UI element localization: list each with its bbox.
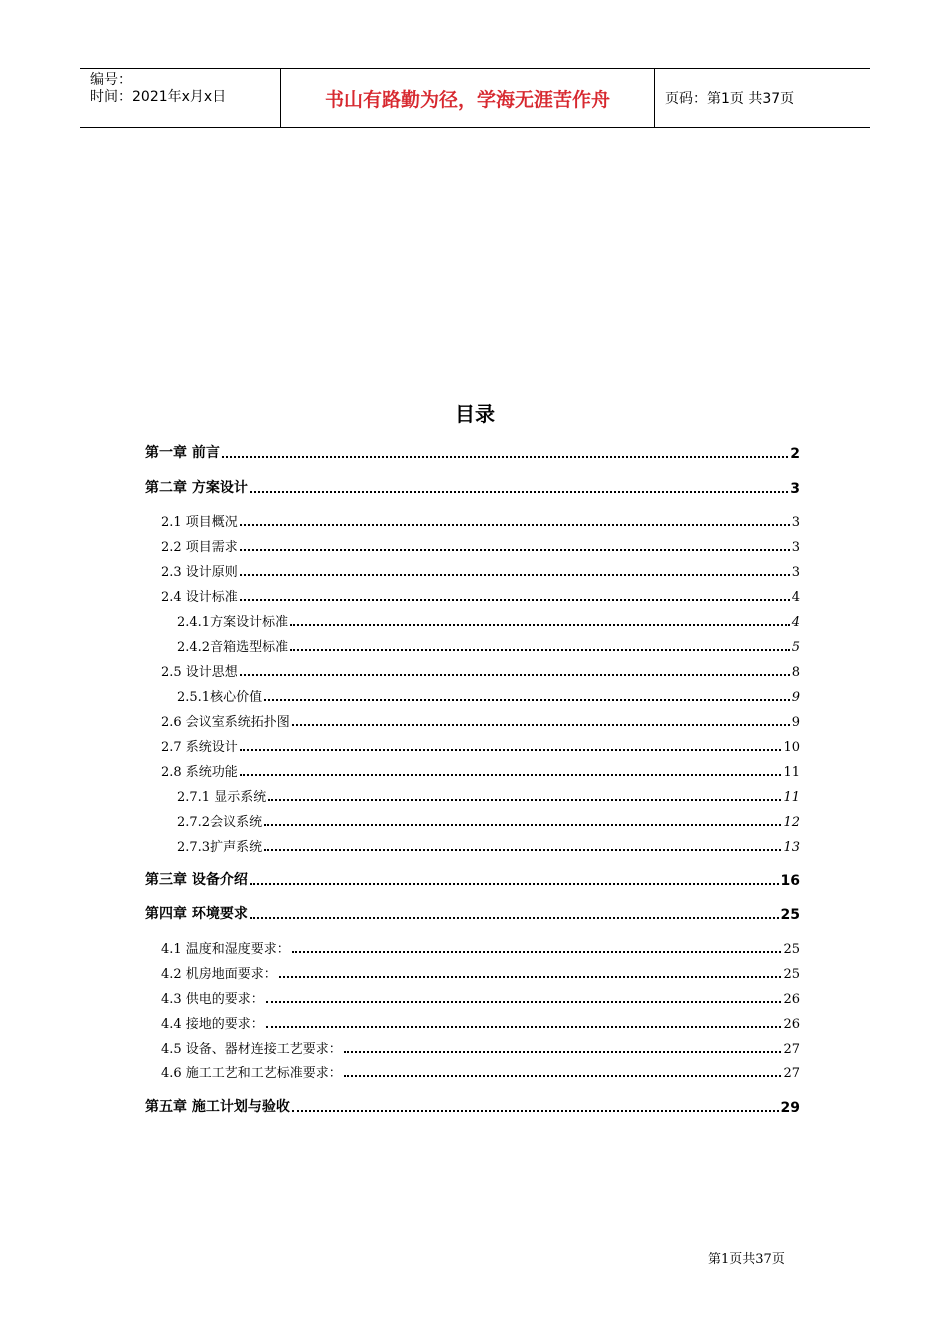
toc-entry-page: 16 <box>780 873 800 889</box>
toc-entry-page: 8 <box>791 665 800 680</box>
toc-entry-page: 11 <box>783 790 800 805</box>
toc-entry-page: 25 <box>783 942 800 957</box>
toc-leader-dots <box>344 1074 782 1077</box>
number-label: 编号： <box>90 72 132 88</box>
toc-entry[interactable] <box>161 658 800 680</box>
toc-entry-label: 2.1 项目概况 <box>161 515 238 530</box>
toc-leader-dots <box>292 723 790 726</box>
toc-entry-label: 2.8 系统功能 <box>161 765 238 780</box>
toc-entry[interactable] <box>177 633 800 655</box>
header-page-info: 页码：第1页 共37页 <box>665 91 795 107</box>
toc-entry-page: 3 <box>791 515 800 530</box>
toc-leader-dots <box>240 748 782 751</box>
toc-entry-page: 5 <box>791 640 800 655</box>
toc-entry-page: 3 <box>791 565 800 580</box>
toc-entry-page: 25 <box>783 967 800 982</box>
toc-entry-label: 第三章 设备介绍 <box>145 872 248 888</box>
toc-entry[interactable] <box>177 808 800 830</box>
toc-entry-label: 4.6 施工工艺和工艺标准要求： <box>161 1066 342 1081</box>
toc-entry-label: 2.6 会议室系统拓扑图 <box>161 715 290 730</box>
toc-entry-label: 2.4 设计标准 <box>161 590 238 605</box>
toc-entry[interactable] <box>145 1094 800 1116</box>
toc-entry[interactable] <box>177 683 800 705</box>
toc-entry[interactable] <box>161 758 800 780</box>
toc-entry-label: 4.3 供电的要求： <box>161 992 264 1007</box>
toc-leader-dots <box>266 1025 782 1028</box>
toc-leader-dots <box>266 1000 782 1003</box>
toc-entry[interactable] <box>161 935 800 957</box>
time-label: 时间：2021年x月x日 <box>90 89 227 105</box>
toc-entry-label: 2.2 项目需求 <box>161 540 238 555</box>
toc-title: 目录 <box>455 402 495 426</box>
toc-entry-page: 10 <box>783 740 800 755</box>
toc-entry[interactable] <box>177 833 800 855</box>
toc-entry-label: 4.4 接地的要求： <box>161 1017 264 1032</box>
page-header <box>80 68 870 128</box>
toc-leader-dots <box>264 823 781 826</box>
toc-leader-dots <box>240 673 790 676</box>
toc-leader-dots <box>240 573 790 576</box>
toc-entry-page: 4 <box>791 590 800 605</box>
toc-leader-dots <box>268 798 781 801</box>
toc-leader-dots <box>240 523 790 526</box>
page-footer: 第1页共37页 <box>708 1252 785 1267</box>
toc-leader-dots <box>264 848 781 851</box>
toc-leader-dots <box>250 916 779 919</box>
toc-entry[interactable] <box>161 1010 800 1032</box>
toc-entry-label: 第一章 前言 <box>145 445 220 461</box>
toc-entry-page: 9 <box>791 690 800 705</box>
toc-leader-dots <box>292 1109 779 1112</box>
toc-entry-page: 25 <box>780 907 800 923</box>
toc-entry-label: 2.3 设计原则 <box>161 565 238 580</box>
toc-entry-page: 3 <box>791 540 800 555</box>
toc-leader-dots <box>264 698 790 701</box>
toc-entry[interactable] <box>161 1035 800 1057</box>
toc-entry[interactable] <box>145 867 800 889</box>
toc-leader-dots <box>222 455 788 458</box>
toc-entry[interactable] <box>177 608 800 630</box>
toc-leader-dots <box>279 975 782 978</box>
toc-entry-label: 第二章 方案设计 <box>145 480 248 496</box>
toc-leader-dots <box>250 490 788 493</box>
toc-leader-dots <box>240 548 790 551</box>
header-meta <box>80 69 281 127</box>
toc-entry-label: 第五章 施工计划与验收 <box>145 1099 290 1115</box>
toc-entry[interactable] <box>161 708 800 730</box>
toc-entry-label: 2.5 设计思想 <box>161 665 238 680</box>
toc-entry-page: 26 <box>783 1017 800 1032</box>
toc-entry-page: 29 <box>780 1100 800 1116</box>
toc-entry-label: 4.1 温度和湿度要求： <box>161 942 290 957</box>
toc-entry-label: 4.5 设备、器材连接工艺要求： <box>161 1042 342 1057</box>
toc-entry-label: 第四章 环境要求 <box>145 906 248 922</box>
toc-entry-page: 27 <box>783 1066 800 1081</box>
toc-entry-label: 2.5.1核心价值 <box>177 690 263 705</box>
toc-entry[interactable] <box>145 901 800 923</box>
header-motto: 书山有路勤为径，学海无涯苦作舟 <box>281 69 655 127</box>
toc-entry[interactable] <box>161 960 800 982</box>
toc-entry[interactable] <box>177 783 800 805</box>
toc-entry[interactable] <box>161 583 800 605</box>
toc-entry[interactable] <box>161 508 800 530</box>
toc-entry[interactable] <box>145 475 800 497</box>
toc-entry-label: 4.2 机房地面要求： <box>161 967 277 982</box>
toc-entry-page: 13 <box>783 840 800 855</box>
toc-entry[interactable] <box>161 558 800 580</box>
toc-entry-page: 9 <box>791 715 800 730</box>
toc-leader-dots <box>240 598 790 601</box>
toc-entry[interactable] <box>145 440 800 462</box>
toc-entry-label: 2.7 系统设计 <box>161 740 238 755</box>
toc-leader-dots <box>292 950 782 953</box>
toc-leader-dots <box>344 1050 782 1053</box>
toc-leader-dots <box>250 882 779 885</box>
toc-entry-page: 11 <box>783 765 800 780</box>
toc-entry-page: 3 <box>790 481 800 497</box>
toc-entry[interactable] <box>161 985 800 1007</box>
toc-leader-dots <box>290 623 790 626</box>
toc-entry-page: 27 <box>783 1042 800 1057</box>
toc-entry-label: 2.7.1 显示系统 <box>177 790 267 805</box>
toc-entry[interactable] <box>161 733 800 755</box>
toc-entry-label: 2.7.3扩声系统 <box>177 840 263 855</box>
toc-leader-dots <box>240 773 782 776</box>
toc-entry-page: 12 <box>783 815 800 830</box>
toc-leader-dots <box>290 648 790 651</box>
toc-entry-label: 2.4.1方案设计标准 <box>177 615 289 630</box>
toc-entry[interactable] <box>161 533 800 555</box>
toc-entry-page: 4 <box>791 615 800 630</box>
toc-entry[interactable] <box>161 1059 800 1081</box>
toc-entry-label: 2.7.2会议系统 <box>177 815 263 830</box>
toc-entry-label: 2.4.2音箱选型标准 <box>177 640 289 655</box>
toc-entry-page: 26 <box>783 992 800 1007</box>
toc-entry-page: 2 <box>790 446 800 462</box>
